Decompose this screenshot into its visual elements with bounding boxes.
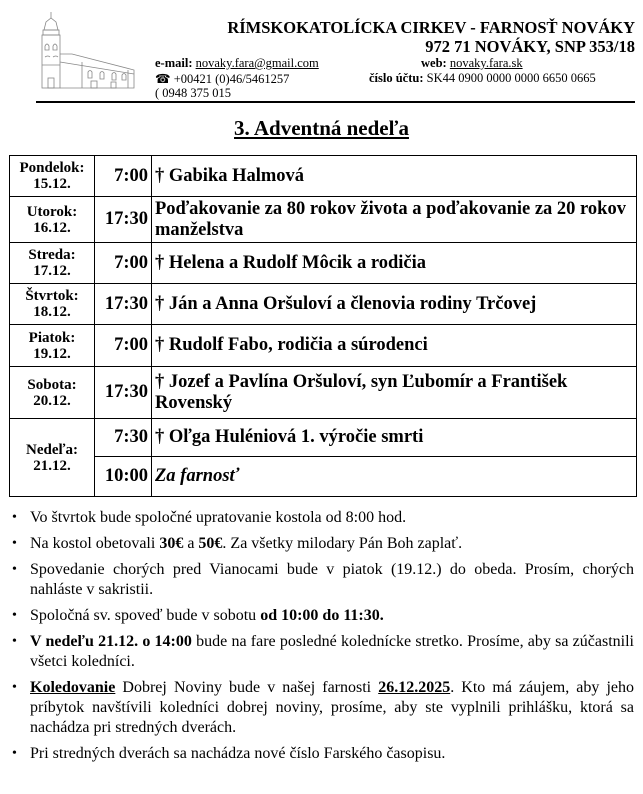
time-cell: 7:00 bbox=[95, 156, 152, 197]
list-item: • Vo štvrtok bude spoločné upratovanie kostola od 8:00 hod. bbox=[12, 509, 407, 526]
church-drawing-icon bbox=[36, 10, 142, 90]
table-row bbox=[10, 457, 637, 497]
list-item: • Pri stredných dverách sa nachádza nové číslo Farského časopisu. bbox=[12, 745, 446, 762]
table-row bbox=[10, 325, 637, 367]
email-link[interactable]: novaky.fara@gmail.com bbox=[195, 56, 319, 70]
mass-schedule-table bbox=[9, 155, 637, 497]
phone-line bbox=[155, 71, 289, 87]
bullet-icon: • bbox=[12, 536, 17, 551]
table-row bbox=[10, 243, 637, 284]
intention-cell: † Oľga Huléniová 1. výročie smrti bbox=[152, 419, 637, 457]
bullet-icon: • bbox=[12, 562, 17, 577]
intention-cell: Poďakovanie za 80 rokov života a poďakovanie za 20 rokov manželstva bbox=[152, 197, 637, 243]
intention-cell: † Rudolf Fabo, rodičia a súrodenci bbox=[152, 325, 637, 367]
day-cell: Piatok: 19.12. bbox=[10, 325, 95, 367]
intention-cell: † Jozef a Pavlína Oršuloví, syn Ľubomír a František Rovenský bbox=[152, 367, 637, 419]
phone-number: +00421 (0)46/5461257 bbox=[173, 72, 290, 86]
table-row bbox=[10, 197, 637, 243]
table-row bbox=[10, 284, 637, 325]
parish-address: 972 71 NOVÁKY, SNP 353/18 bbox=[425, 37, 635, 56]
web-label: web: bbox=[421, 56, 447, 70]
list-item: • Na kostol obetovali 30€ a 50€. Za všetky milodary Pán Boh zaplať. bbox=[12, 535, 463, 552]
day-cell: Nedeľa: 21.12. bbox=[10, 419, 95, 497]
intention-cell: † Gabika Halmová bbox=[152, 156, 637, 197]
account-number: SK44 0900 0000 0000 6650 0665 bbox=[426, 71, 596, 85]
list-item: • Koledovanie Dobrej Noviny bude v našej farnosti 26.12.2025. Kto má záujem, aby jeho príbytok navštívili koledníci dobrej noviny, prosíme, aby ste vyplnili prihlášku, ktorá sa nachádza pri stredných dverách. bbox=[12, 679, 635, 736]
table-row bbox=[10, 367, 637, 419]
mobile-phone-icon: ( bbox=[155, 86, 160, 100]
bullet-icon: • bbox=[12, 608, 17, 623]
mobile-number: 0948 375 015 bbox=[162, 86, 232, 100]
email-line bbox=[155, 56, 319, 71]
time-cell: 17:30 bbox=[95, 197, 152, 243]
intention-cell: Za farnosť bbox=[152, 457, 637, 497]
list-item: • V nedeľu 21.12. o 14:00 bude na fare posledné kolednícke stretko. Prosíme, aby sa zúčastnili všetci koledníci. bbox=[12, 633, 634, 670]
mobile-line bbox=[155, 86, 231, 101]
intention-cell: † Helena a Rudolf Môcik a rodičia bbox=[152, 243, 637, 284]
account-line bbox=[369, 71, 596, 86]
web-line bbox=[421, 56, 523, 71]
time-cell: 7:00 bbox=[95, 325, 152, 367]
day-cell: Sobota: 20.12. bbox=[10, 367, 95, 419]
time-cell: 7:00 bbox=[95, 243, 152, 284]
time-cell: 7:30 bbox=[95, 419, 152, 457]
bullet-icon: • bbox=[12, 680, 17, 695]
bullet-icon: • bbox=[12, 510, 17, 525]
time-cell: 17:30 bbox=[95, 367, 152, 419]
table-row bbox=[10, 156, 637, 197]
day-cell: Streda: 17.12. bbox=[10, 243, 95, 284]
parish-name: RÍMSKOKATOLÍCKA CIRKEV - FARNOSŤ NOVÁKY bbox=[227, 18, 635, 37]
header-divider bbox=[36, 101, 635, 103]
table-row bbox=[10, 419, 637, 457]
day-cell: Utorok: 16.12. bbox=[10, 197, 95, 243]
web-link[interactable]: novaky.fara.sk bbox=[449, 56, 523, 70]
time-cell: 17:30 bbox=[95, 284, 152, 325]
page-title: 3. Adventná nedeľa bbox=[234, 116, 409, 140]
email-label: e-mail: bbox=[155, 56, 193, 70]
bullet-icon: • bbox=[12, 746, 17, 761]
account-label: číslo účtu: bbox=[369, 71, 424, 85]
bullet-icon: • bbox=[12, 634, 17, 649]
day-cell: Pondelok: 15.12. bbox=[10, 156, 95, 197]
list-item: • Spoločná sv. spoveď bude v sobotu od 10:00 do 11:30. bbox=[12, 607, 384, 624]
list-item: • Spovedanie chorých pred Vianocami bude v piatok (19.12.) do obeda. Prosím, chorých nahláste v sakristii. bbox=[12, 561, 634, 598]
telephone-icon: ☎ bbox=[155, 72, 171, 86]
day-cell: Štvrtok: 18.12. bbox=[10, 284, 95, 325]
intention-cell: † Ján a Anna Oršuloví a členovia rodiny Trčovej bbox=[152, 284, 637, 325]
announcements-list bbox=[10, 508, 634, 770]
time-cell: 10:00 bbox=[95, 457, 152, 497]
